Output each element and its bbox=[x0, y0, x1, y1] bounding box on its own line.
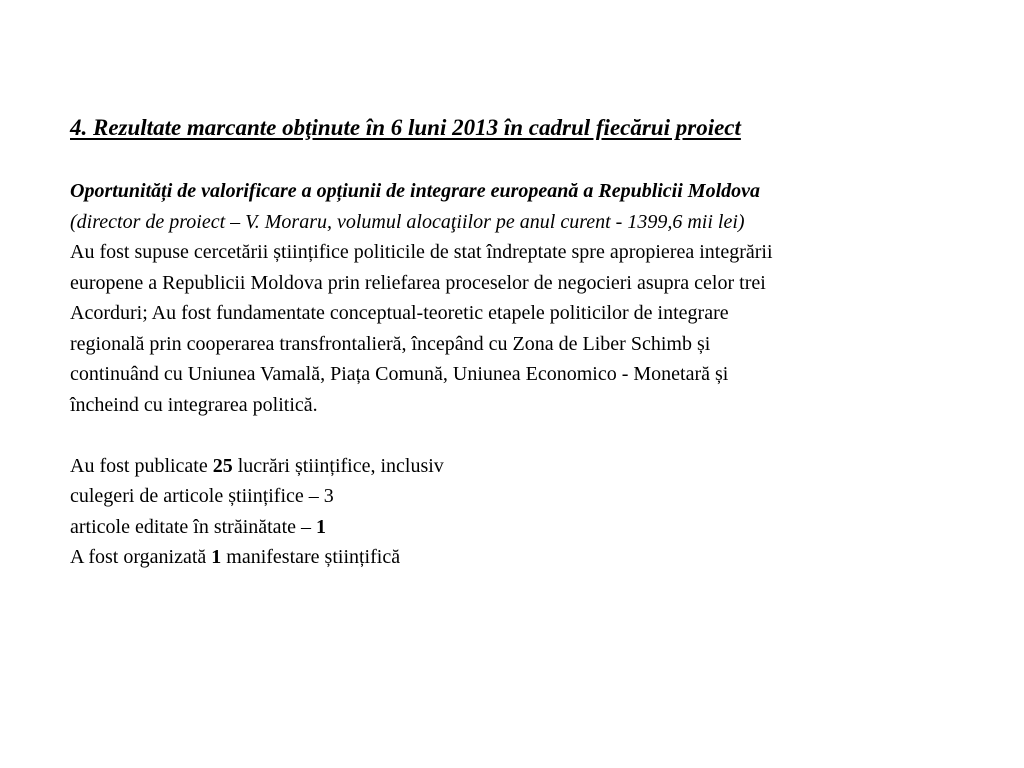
description-line: regională prin cooperarea transfrontalieră, începând cu Zona de Liber Schimb și bbox=[70, 332, 711, 355]
publications-abroad-count: 1 bbox=[316, 515, 326, 538]
publications-collections: culegeri de articole științifice – 3 bbox=[70, 485, 334, 507]
description-line: încheind cu integrarea politică. bbox=[70, 393, 318, 416]
publications-summary bbox=[70, 451, 1000, 482]
publications-abroad-prefix: articole editate în străinătate – bbox=[70, 515, 316, 538]
events-summary bbox=[70, 542, 1000, 573]
section-heading: 4. Rezultate marcante obţinute în 6 luni 2013 în cadrul fiecărui proiect bbox=[70, 115, 741, 140]
blank-line bbox=[70, 420, 1000, 451]
project-title: Oportunități de valorificare a opțiunii de integrare europeană a Republicii Moldova bbox=[70, 180, 761, 202]
content-body bbox=[70, 176, 1000, 573]
publications-abroad bbox=[70, 512, 1000, 543]
publications-intro-suffix: lucrări științifice, inclusiv bbox=[232, 454, 444, 477]
events-suffix: manifestare științifică bbox=[221, 546, 401, 568]
description-line: continuând cu Uniunea Vamală, Piața Comună, Uniunea Economico - Monetară și bbox=[70, 363, 729, 385]
events-count: 1 bbox=[211, 546, 222, 568]
description-line: Acorduri; Au fost fundamentate conceptual-teoretic etapele politicilor de integrare bbox=[70, 302, 729, 324]
description-line: Au fost supuse cercetării științifice politicile de stat îndreptate spre apropierea integrării bbox=[70, 241, 773, 263]
events-prefix: A fost organizată bbox=[70, 546, 212, 568]
project-meta: (director de proiect – V. Moraru, volumul alocaţiilor pe anul curent - 1399,6 mii lei) bbox=[70, 210, 745, 233]
publications-total-count: 25 bbox=[212, 454, 233, 477]
description-line: europene a Republicii Moldova prin reliefarea proceselor de negocieri asupra celor trei bbox=[70, 271, 766, 294]
publications-intro-prefix: Au fost publicate bbox=[70, 454, 213, 477]
